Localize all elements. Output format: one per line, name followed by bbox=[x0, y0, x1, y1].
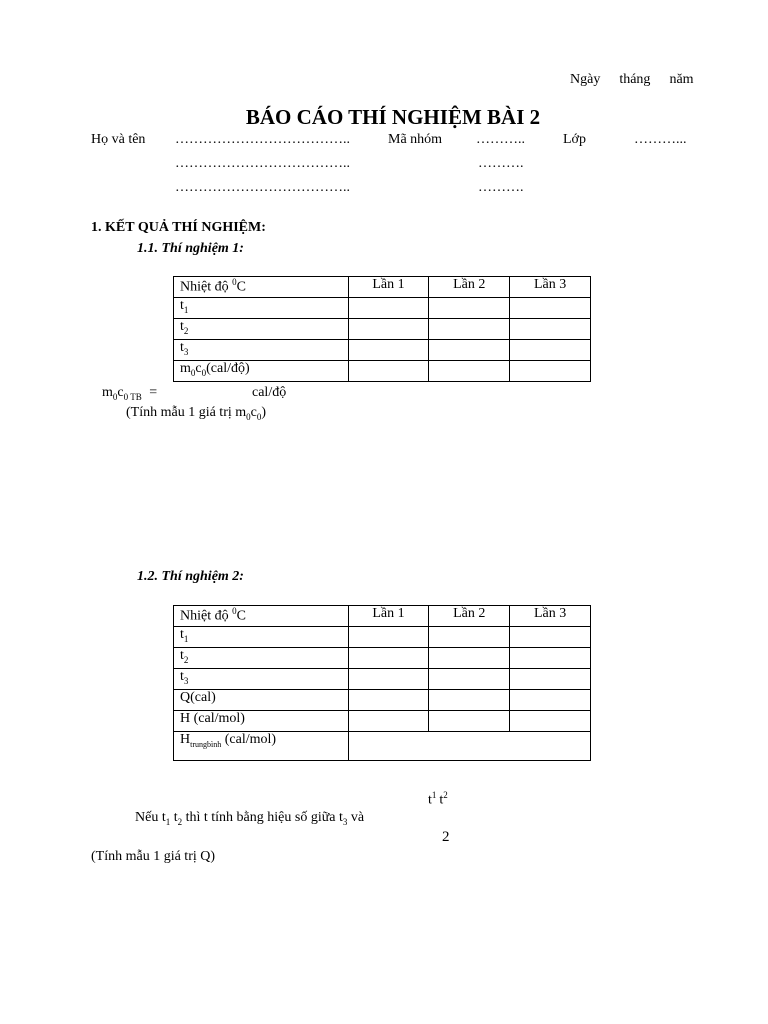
row-label-t3: $t_3$ bbox=[174, 669, 349, 690]
table-header-cell: Nhiệt độ $^0$C bbox=[174, 277, 349, 298]
table-row bbox=[174, 669, 591, 690]
table-cell bbox=[429, 319, 510, 340]
table-cell bbox=[348, 361, 429, 382]
table-header-cell: Lần 3 bbox=[510, 277, 591, 298]
table-cell bbox=[510, 298, 591, 319]
class-dots: ………... bbox=[634, 132, 687, 147]
table-row bbox=[174, 361, 591, 382]
table-cell bbox=[348, 627, 429, 648]
date-line bbox=[570, 72, 694, 88]
table-cell bbox=[348, 690, 429, 711]
table-row bbox=[174, 711, 591, 732]
table-cell bbox=[510, 690, 591, 711]
table-header-row bbox=[174, 606, 591, 627]
date-month-label: tháng bbox=[619, 72, 651, 87]
table-cell bbox=[429, 690, 510, 711]
group-dots-2: ………. bbox=[478, 156, 524, 171]
table-cell bbox=[429, 669, 510, 690]
row-label-t3: $t_3$ bbox=[174, 340, 349, 361]
table-header-cell: Lần 2 bbox=[429, 606, 510, 627]
experiment-2-heading: 1.2. Thí nghiệm 2: bbox=[137, 569, 244, 584]
table-cell bbox=[429, 711, 510, 732]
table-header-cell: Lần 1 bbox=[348, 277, 429, 298]
table-cell bbox=[510, 319, 591, 340]
row-label-t2: $t_2$ bbox=[174, 319, 349, 340]
experiment-2-table bbox=[173, 605, 591, 761]
table-cell bbox=[348, 669, 429, 690]
table-cell bbox=[510, 711, 591, 732]
table-row bbox=[174, 690, 591, 711]
name-label: Họ và tên bbox=[91, 132, 146, 147]
group-dots: ……….. bbox=[476, 132, 525, 147]
table-cell bbox=[510, 361, 591, 382]
table-cell bbox=[510, 669, 591, 690]
table-cell bbox=[348, 340, 429, 361]
table-cell bbox=[429, 627, 510, 648]
report-title: BÁO CÁO THÍ NGHIỆM BÀI 2 bbox=[245, 105, 541, 129]
fraction-numerator: $t^1$ $t^2$ bbox=[428, 790, 448, 808]
table-header-cell: Lần 1 bbox=[348, 606, 429, 627]
fraction-denominator: 2 bbox=[442, 829, 450, 845]
table-row bbox=[174, 648, 591, 669]
name-dots-3: ……………………………….. bbox=[175, 180, 350, 195]
experiment-1-table bbox=[173, 276, 591, 382]
table-cell bbox=[429, 340, 510, 361]
name-dots: ……………………………….. bbox=[175, 132, 350, 147]
table-row bbox=[174, 732, 591, 761]
row-label-delta-h: H (cal/mol) bbox=[174, 711, 349, 732]
group-dots-3: ………. bbox=[478, 180, 524, 195]
table-row bbox=[174, 298, 591, 319]
table-header-row bbox=[174, 277, 591, 298]
date-day-label: Ngày bbox=[570, 72, 601, 87]
table-header-cell: Lần 2 bbox=[429, 277, 510, 298]
group-label: Mã nhóm bbox=[388, 132, 443, 147]
row-label-t1: $t_1$ bbox=[174, 627, 349, 648]
table-cell bbox=[348, 319, 429, 340]
class-label: Lớp bbox=[563, 132, 586, 147]
table-header-cell: Nhiệt độ $^0$C bbox=[174, 606, 349, 627]
table-row bbox=[174, 627, 591, 648]
table-cell bbox=[510, 340, 591, 361]
m0c0-average-formula: $m_0c_{0 TB}$ = bbox=[102, 385, 158, 402]
condition-line: Nếu $t_1$ $t_2$ thì t tính bằng hiệu số giữa $t_3$ và bbox=[135, 810, 365, 827]
table-cell bbox=[510, 648, 591, 669]
table-cell bbox=[348, 648, 429, 669]
m0c0-unit: cal/độ bbox=[252, 385, 287, 400]
experiment-1-heading: 1.1. Thí nghiệm 1: bbox=[137, 241, 244, 256]
section-1-heading: 1. KẾT QUẢ THÍ NGHIỆM: bbox=[91, 220, 266, 235]
row-label-delta-h-average: $H_{trungbình}$ (cal/mol) bbox=[174, 732, 349, 761]
table-cell bbox=[429, 298, 510, 319]
name-dots-2: ……………………………….. bbox=[175, 156, 350, 171]
table-row bbox=[174, 319, 591, 340]
row-label-t1: $t_1$ bbox=[174, 298, 349, 319]
table-row bbox=[174, 340, 591, 361]
row-label-m0c0: $m_0c_0(cal/độ)$ bbox=[174, 361, 349, 382]
table-cell bbox=[510, 627, 591, 648]
m0c0-sample-note: (Tính mẫu 1 giá trị $m_0c_0$) bbox=[126, 405, 267, 422]
row-label-t2: $t_2$ bbox=[174, 648, 349, 669]
table-cell bbox=[348, 711, 429, 732]
row-label-q: Q(cal) bbox=[174, 690, 349, 711]
q-sample-note: (Tính mẫu 1 giá trị Q) bbox=[91, 849, 216, 864]
table-cell bbox=[348, 298, 429, 319]
date-year-label: năm bbox=[669, 72, 694, 87]
table-cell bbox=[429, 361, 510, 382]
table-cell bbox=[429, 648, 510, 669]
table-header-cell: Lần 3 bbox=[510, 606, 591, 627]
table-cell-merged bbox=[348, 732, 590, 761]
